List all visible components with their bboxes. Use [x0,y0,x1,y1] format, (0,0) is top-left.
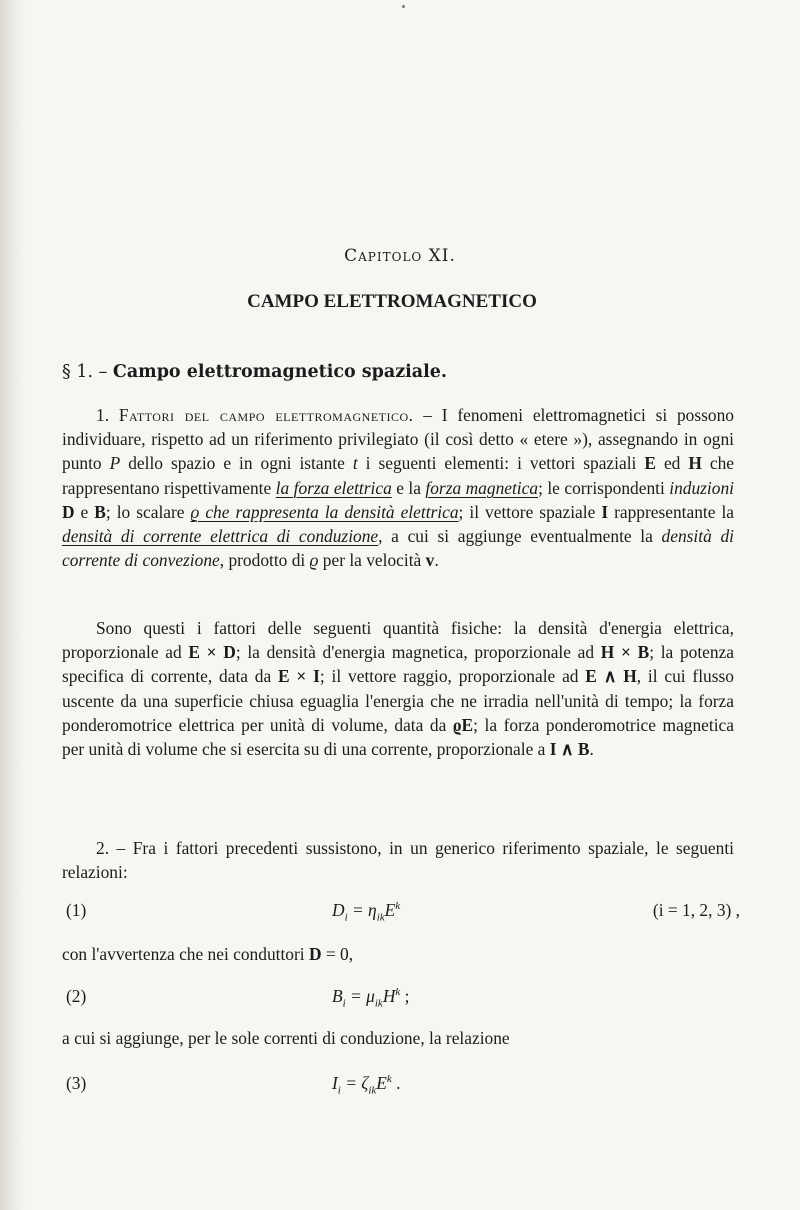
equation-number: (3) [66,1073,87,1093]
paragraph-4 [62,942,734,966]
page-binding-shadow [0,0,26,1210]
emphasis: la forza elettrica [275,477,392,498]
equation-condition: (i = 1, 2, 3) , [652,900,740,920]
equation-1 [62,900,740,926]
eq-sup: k [386,1073,392,1086]
eq-lhs: I [332,1073,338,1093]
eq-tail: ; [400,986,410,1006]
eq-rhs: E [376,1073,387,1093]
emphasis: densità di corrente elettrica di conduzione [62,526,379,547]
text-run: ; il vettore spaziale [458,501,602,522]
text-run: che rappresentano rispettivamente [62,453,734,498]
text-run: dello spazio e in ogni istante [120,453,353,474]
wedge-E-H: E ∧ H [585,666,637,687]
equation-body [332,900,400,923]
vector-D: D [308,944,322,964]
text-run: = 0, [321,944,354,964]
eq-op: = η [347,900,377,920]
text-run: ; lo scalare [105,501,191,522]
underlined-forza-magnetica [425,478,538,498]
product-E-D: E × D [188,642,236,663]
vector-v: v [425,550,435,571]
section-number: § 1. – [62,362,108,382]
underlined-densita-elettrica [191,502,459,522]
text-run: ; il vettore raggio, proporzionale ad [319,666,586,687]
eq-sub: ik [374,997,383,1010]
paragraph-2 [62,616,734,761]
symbol-t: t [352,453,358,474]
text-run: ed [655,453,689,474]
emphasis: ϱ che rappresenta la densità elettrica [190,501,459,522]
text-run: rappresentante la [608,501,735,522]
item-heading: Fattori del campo elettromagnetico. [118,405,414,425]
equation-body [332,986,409,1009]
vector-D: D [62,501,75,522]
eq-tail: . [391,1073,401,1093]
equation-3 [62,1073,734,1099]
text-run: i seguenti elementi: i vettori spaziali [357,453,645,474]
vector-I: I [601,501,609,522]
product-E-I: E × I [278,666,320,687]
paragraph-5: a cui si aggiunge, per le sole correnti di conduzione, la relazione [62,1028,510,1048]
section-heading [62,362,447,382]
text-run: e [74,501,95,522]
force-rho-E: ϱE [452,714,474,735]
text-run: , il cui flusso uscente da una superficie chiusa eguaglia l'energia che ne irradia nell'unità di tempo; la forza ponderomotrice elettrica per unità di volume, data da [62,666,734,735]
item-number: 1. [96,405,110,425]
text-run: . [434,550,439,571]
eq-op: = μ [345,986,375,1006]
eq-sup: k [395,986,401,999]
equation-2 [62,986,734,1012]
scan-speck [402,5,405,8]
emphasis: forza magnetica [425,477,539,498]
text-run: , prodotto di [219,550,310,571]
chapter-label: Capitolo XI. [344,246,456,266]
emphasis-induzioni: induzioni [669,477,734,498]
underlined-corrente-conduzione [62,526,378,546]
paragraph-1 [62,403,734,572]
text-run: ; la potenza specifica di corrente, data da [62,642,735,687]
paragraph-3: 2. – Fra i fattori precedenti sussistono, in un generico riferimento spaziale, le seguenti relazioni: [62,838,734,883]
equation-number: (2) [66,986,87,1006]
eq-sub: ik [376,911,385,924]
section-title: Campo elettromagnetico spaziale. [112,362,447,382]
underlined-forza-elettrica [276,478,392,498]
vector-H: H [688,453,702,474]
eq-rhs: H [382,986,396,1006]
text-run: Sono questi i fattori delle seguenti quantità fisiche: la densità d'energia elettrica, proporzionale ad [62,618,734,663]
text-run: ; la forza ponderomotrice magnetica per unità di volume che si esercita su di una corrente, proporzionale a [62,714,734,760]
eq-rhs: E [384,900,396,920]
wedge-I-B: I ∧ B [549,739,590,760]
eq-sub: ik [368,1084,377,1097]
text-run: ; le corrispondenti [538,477,670,498]
product-H-B: H × B [600,642,650,663]
eq-sup: k [395,900,401,913]
text-run: – I fenomeni elettromagnetici si possono individuare, rispetto ad un riferimento privilegiato (il così detto « etere »), assegnando in ogni punto [62,405,734,474]
eq-sub: i [337,1084,341,1097]
emphasis-convezione: densità di corrente di convezione [62,526,734,571]
eq-lhs: D [332,900,345,920]
equation-body [332,1073,401,1096]
eq-sub: i [344,911,348,924]
vector-E: E [644,453,656,474]
symbol-rho: ϱ [309,550,319,571]
eq-lhs: B [332,986,343,1006]
chapter-title: CAMPO ELETTROMAGNETICO [247,291,537,312]
text-run: e la [391,477,426,498]
text-run: , a cui si aggiunge eventualmente la [378,526,662,547]
eq-sub: i [342,997,346,1010]
eq-op: = ζ [340,1073,369,1093]
vector-B: B [94,501,106,522]
text-run: per la velocità [318,550,426,571]
text-run: . [589,739,594,760]
text-run: con l'avvertenza che nei conduttori [62,944,309,964]
symbol-P: P [109,453,121,474]
equation-number: (1) [66,900,87,920]
text-run: ; la densità d'energia magnetica, proporzionale ad [235,642,601,663]
